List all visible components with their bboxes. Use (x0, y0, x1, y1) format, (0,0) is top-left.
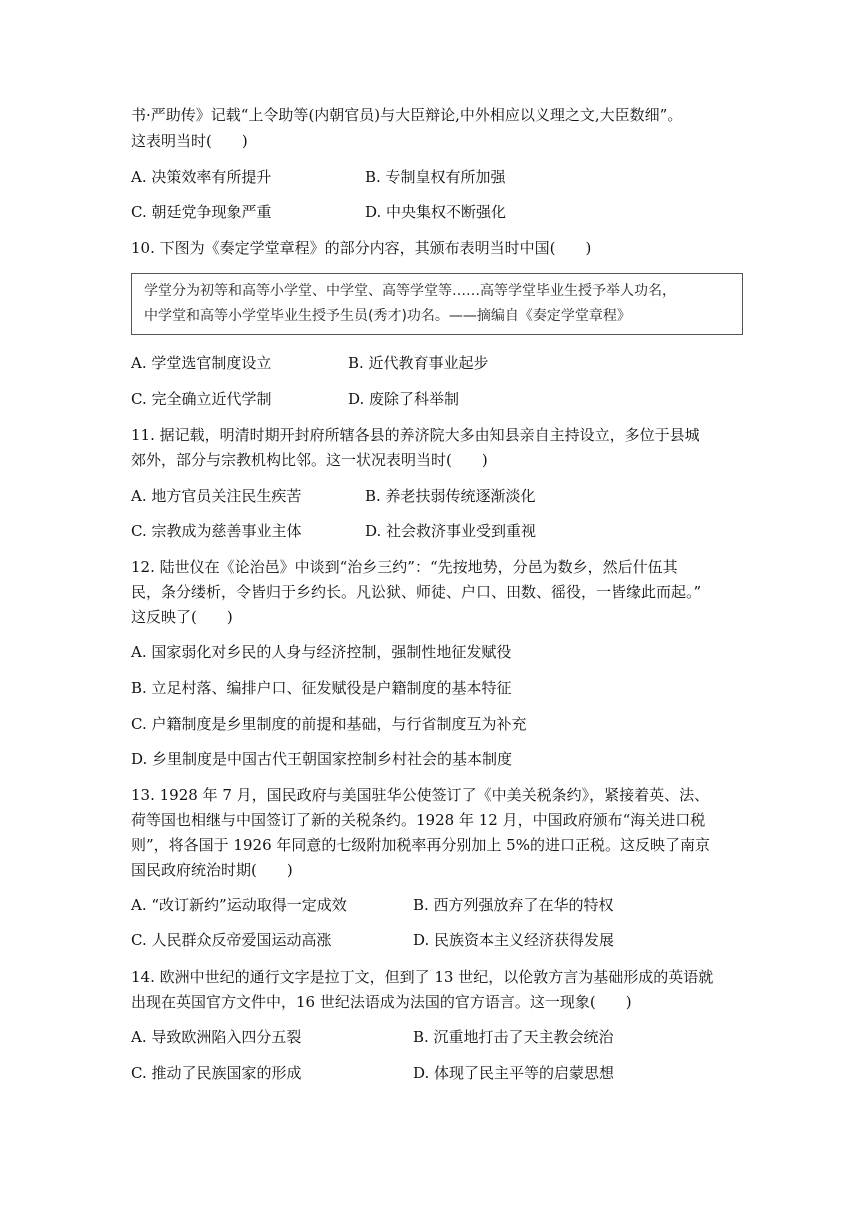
q14-option-b[interactable]: B. 沉重地打击了天主教会统治 (413, 1028, 614, 1046)
q11-option-d[interactable]: D. 社会救济事业受到重视 (365, 522, 537, 540)
q10-quote-line-1: 学堂分为初等和高等小学堂、中学堂、高等学堂等……高等学堂毕业生授予举人功名， (144, 283, 676, 299)
q10-quote-line-2: 中学堂和高等小学堂毕业生授予生员(秀才)功名。——摘编自《奏定学堂章程》 (144, 308, 631, 324)
q14-stem-line-2: 出现在英国官方文件中，16 世纪法语成为法国的官方语言。这一现象( ) (131, 993, 632, 1011)
q13-stem-line-1: 13. 1928 年 7 月，国民政府与美国驻华公使签订了《中美关税条约》，紧接着英、法、 (131, 786, 710, 804)
q10-option-c[interactable]: C. 完全确立近代学制 (131, 390, 272, 408)
q11-option-c[interactable]: C. 宗教成为慈善事业主体 (131, 522, 302, 540)
q12-stem-line-2: 民，条分缕析，令皆归于乡约长。凡讼狱、师徒、户口、田数、徭役，一皆缘此而起。” (131, 583, 702, 601)
q13-option-c[interactable]: C. 人民群众反帝爱国运动高涨 (131, 931, 332, 949)
q14-option-d[interactable]: D. 体现了民主平等的启蒙思想 (413, 1064, 615, 1082)
q13-option-d[interactable]: D. 民族资本主义经济获得发展 (413, 931, 615, 949)
q9-option-c[interactable]: C. 朝廷党争现象严重 (131, 203, 272, 221)
q10-option-d[interactable]: D. 废除了科举制 (348, 390, 460, 408)
q12-option-a[interactable]: A. 国家弱化对乡民的人身与经济控制，强制性地征发赋役 (131, 643, 512, 661)
q12-option-d[interactable]: D. 乡里制度是中国古代王朝国家控制乡村社会的基本制度 (131, 750, 513, 768)
q12-stem-line-3: 这反映了( ) (131, 608, 233, 626)
q13-stem-line-4: 国民政府统治时期( ) (131, 861, 293, 879)
q9-option-b[interactable]: B. 专制皇权有所加强 (365, 168, 506, 186)
q11-option-a[interactable]: A. 地方官员关注民生疾苦 (131, 487, 302, 505)
q9-stem-line-2: 这表明当时( ) (131, 132, 248, 150)
q11-option-b[interactable]: B. 养老扶弱传统逐渐淡化 (365, 487, 536, 505)
q11-stem-line-1: 11. 据记载，明清时期开封府所辖各县的养济院大多由知县亲自主持设立，多位于县城 (131, 426, 700, 444)
q13-option-b[interactable]: B. 西方列强放弃了在华的特权 (413, 896, 614, 914)
q14-option-a[interactable]: A. 导致欧洲陷入四分五裂 (131, 1028, 302, 1046)
q10-quote-box (131, 273, 743, 335)
q9-stem-line-1: 书·严助传》记载“上令助等(内朝官员)与大臣辩论,中外相应以义理之文,大臣数细”。 (131, 106, 683, 124)
q10-option-a[interactable]: A. 学堂选官制度设立 (131, 354, 272, 372)
q13-option-a[interactable]: A. “改订新约”运动取得一定成效 (131, 896, 347, 914)
q12-stem-line-1: 12. 陆世仪在《论治邑》中谈到“治乡三约”：“先按地势，分邑为数乡，然后什伍其 (131, 558, 678, 576)
q12-option-b[interactable]: B. 立足村落、编排户口、征发赋役是户籍制度的基本特征 (131, 679, 512, 697)
q13-stem-line-3: 则”，将各国于 1926 年同意的七级附加税率再分别加上 5%的进口正税。这反映了南京 (131, 836, 710, 854)
q10-stem-line-1: 10. 下图为《奏定学堂章程》的部分内容，其颁布表明当时中国( ) (131, 239, 592, 257)
q9-option-a[interactable]: A. 决策效率有所提升 (131, 168, 272, 186)
q11-stem-line-2: 郊外，部分与宗教机构比邻。这一状况表明当时( ) (131, 451, 488, 469)
q9-option-d[interactable]: D. 中央集权不断强化 (365, 203, 507, 221)
q13-stem-line-2: 荷等国也相继与中国签订了新的关税条约。1928 年 12 月，中国政府颁布“海关进口税 (131, 811, 706, 829)
q12-option-c[interactable]: C. 户籍制度是乡里制度的前提和基础，与行省制度互为补充 (131, 715, 527, 733)
q14-option-c[interactable]: C. 推动了民族国家的形成 (131, 1064, 302, 1082)
q14-stem-line-1: 14. 欧洲中世纪的通行文字是拉丁文，但到了 13 世纪，以伦敦方言为基础形成的英语就 (131, 968, 714, 986)
q10-option-b[interactable]: B. 近代教育事业起步 (348, 354, 489, 372)
